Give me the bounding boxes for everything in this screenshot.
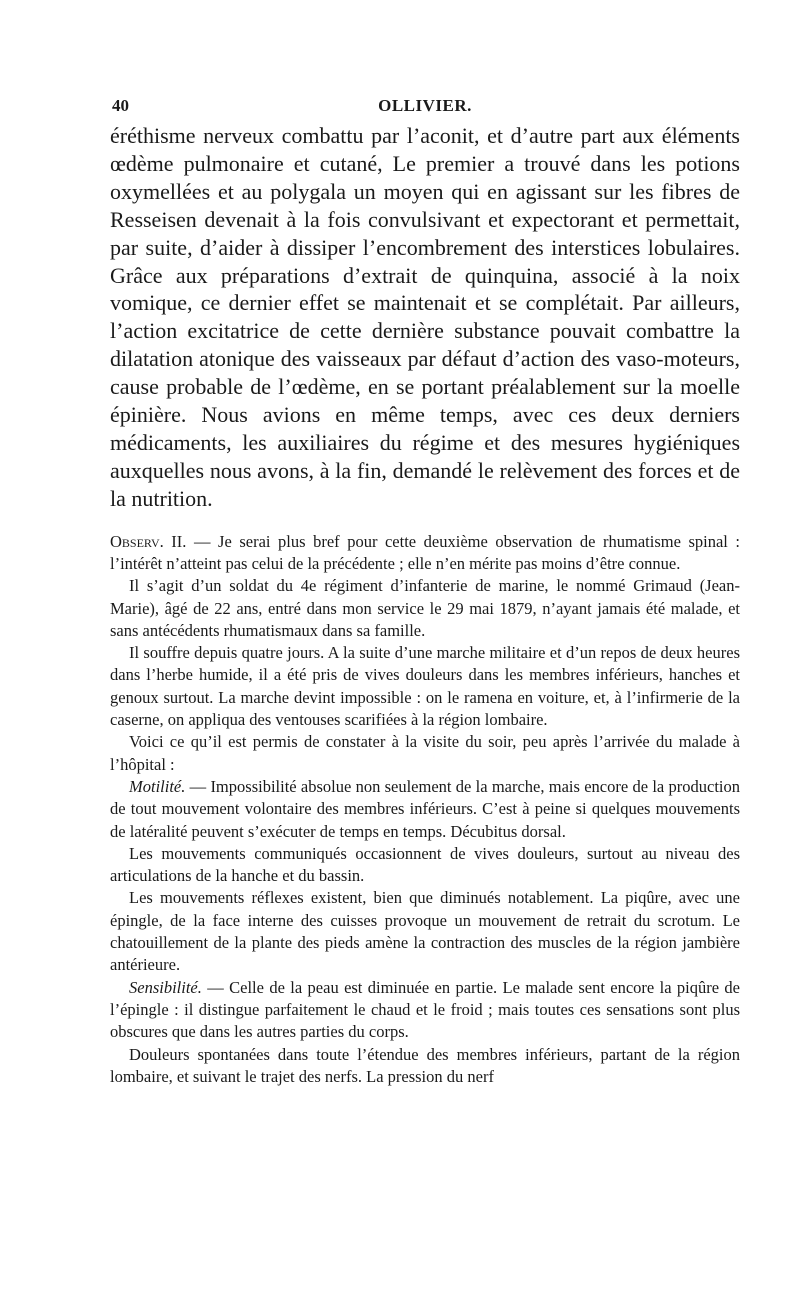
observation-paragraph: Il souffre depuis quatre jours. A la suite d’une marche militaire et d’un repos de deux heures dans l’herbe humide, il a été pris de vives douleurs dans les membres inférieurs, hanches et genoux surtout. La marche devint impossible : on le ramena en voiture, et, à l’infirmerie de la caserne, on appliqua des ventouses scarifiées à la région lombaire. <box>110 643 740 730</box>
lead-paragraph: éréthisme nerveux combattu par l’aconit, et d’autre part aux éléments œdème pulmonaire et cutané, Le premier a trouvé dans les potions oxymellées et au polygala un moyen qui en agissant sur les fibres de Resseisen devenait à la fois convulsivant et expectorant et permettait, par suite, d’aider à dissiper l’encombrement des interstices lobulaires. Grâce aux préparations d’extrait de quinquina, associé à la noix vomique, ce dernier effet se maintenait et se complétait. Par ailleurs, l’action excitatrice de cette dernière substance pouvait combattre la dilatation atonique des vaisseaux par défaut d’action des vaso-moteurs, cause probable de l’œdème, en se portant préalablement sur la moelle épinière. Nous avions en même temps, avec ces deux derniers médicaments, les auxiliaires du régime et des mesures hygiéniques auxquelles nous avons, à la fin, demandé le relèvement des forces et de la nutrition. <box>110 123 740 511</box>
final-paragraph: Douleurs spontanées dans toute l’étendue des membres inférieurs, partant de la région lombaire, et suivant le trajet des nerfs. La pression du nerf <box>110 1044 740 1086</box>
motilite-label: Motilité. <box>129 776 186 796</box>
running-header <box>110 92 740 122</box>
motilite-text: — Impossibilité absolue non seulement de la marche, mais encore de la production de tout mouvement volontaire des membres inférieurs. C’est à peine si quelques mouvements de latéralité peuvent s’exécuter de temps en temps. Décubitus dorsal. <box>110 776 740 841</box>
observation-paragraph: Les mouvements réflexes existent, bien que diminués notablement. La piqûre, avec une épingle, de la face interne des cuisses provoque un mouvement de retrait du scrotum. Le chatouillement de la plante des pieds amène la contraction des muscles de la région jambière antérieure. <box>110 888 740 975</box>
observation-label: Observ. II. <box>110 531 187 551</box>
observation-paragraph: Les mouvements communiqués occasionnent de vives douleurs, surtout au niveau des articulations de la hanche et du bassin. <box>110 843 740 886</box>
sensibilite-label: Sensibilité. <box>129 977 202 997</box>
observation-intro <box>110 531 740 576</box>
page-number: 40 <box>112 96 129 115</box>
sensibilite-text: — Celle de la peau est diminuée en partie. Le malade sent encore la piqûre de l’épingle : il distingue parfaitement le chaud et le froid ; mais toutes ces sensations sont plus obscures que dans les autres parties du corps. <box>110 977 741 1042</box>
observation-paragraph: Voici ce qu’il est permis de constater à la visite du soir, peu après l’arrivée du malade à l’hôpital : <box>110 732 740 774</box>
running-title: OLLIVIER. <box>378 96 472 115</box>
observation-section <box>110 531 740 1088</box>
observation-paragraph: Il s’agit d’un soldat du 4e régiment d’infanterie de marine, le nommé Grimaud (Jean-Marie), âgé de 22 ans, entré dans mon service le 29 mai 1879, n’ayant jamais été malade, et sans antécédents rhumatismaux dans sa famille. <box>110 576 740 640</box>
page <box>110 92 740 1088</box>
motilite-paragraph <box>110 776 740 843</box>
sensibilite-paragraph <box>110 977 740 1044</box>
observation-intro-text: — Je serai plus bref pour cette deuxième observation de rhumatisme spinal : l’intérêt n’atteint pas celui de la précédente ; elle n’en mérite pas moins d’être connue. <box>110 531 741 573</box>
